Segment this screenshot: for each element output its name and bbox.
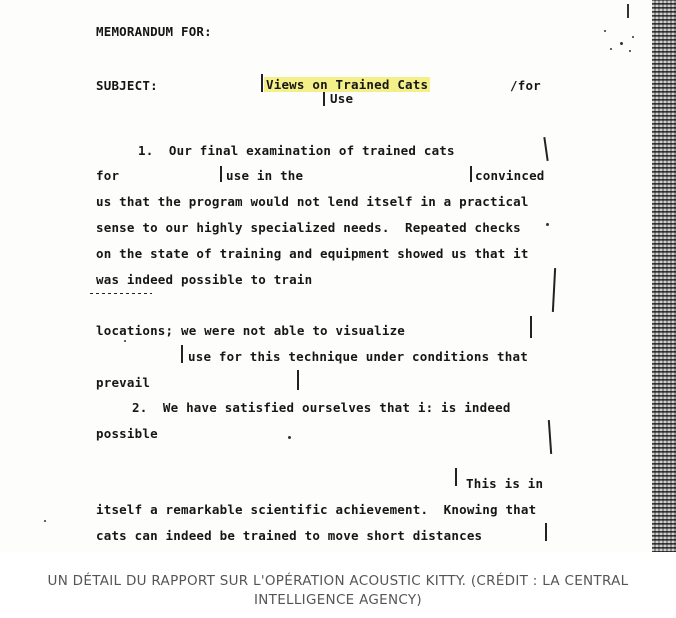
subject-suffix: /for	[510, 78, 541, 93]
paragraph-line: on the state of training and equipment showed us that it	[96, 246, 529, 261]
paragraph-line: itself a remarkable scientific achievement. Knowing that	[96, 502, 537, 517]
ink-dot	[288, 436, 291, 439]
redaction-bar	[455, 468, 457, 486]
paragraph-line: prevail	[96, 375, 151, 390]
redaction-bar	[545, 523, 547, 541]
paragraph-line: possible	[96, 426, 158, 441]
paragraph-line: use in the	[226, 168, 304, 183]
paragraph-line: locations; we were not able to visualize	[96, 323, 406, 338]
subject-title-highlight: Views on Trained Cats	[266, 77, 429, 92]
redaction-bar	[261, 74, 263, 92]
scan-speck	[629, 50, 631, 52]
scan-speck	[604, 30, 606, 32]
paragraph-line: for	[96, 168, 120, 183]
memo-for-label: MEMORANDUM FOR:	[96, 24, 212, 39]
paragraph-line: This is in	[466, 476, 544, 491]
scan-edge-noise	[652, 0, 676, 552]
paragraph-line: use for this technique under conditions that	[188, 349, 528, 364]
redaction-bar	[543, 137, 548, 161]
redaction-bar	[470, 166, 472, 182]
redaction-bar	[530, 316, 532, 338]
subject-use: Use	[330, 91, 354, 106]
paragraph-line: us that the program would not lend itself in a practical	[96, 194, 529, 209]
scan-speck	[44, 520, 46, 522]
paragraph-line: was indeed possible to train	[96, 272, 313, 287]
scan-speck	[124, 340, 126, 342]
paragraph-line: 1. Our final examination of trained cats	[138, 143, 455, 158]
redaction-bar	[181, 345, 183, 363]
paragraph-line: cats can indeed be trained to move short distances	[96, 528, 483, 543]
paragraph-line: sense to our highly specialized needs. Repeated checks	[96, 220, 521, 235]
paragraph-line: convinced	[475, 168, 545, 183]
paragraph-line: 2. We have satisfied ourselves that i: is indeed	[132, 400, 511, 415]
image-caption: UN DÉTAIL DU RAPPORT SUR L'OPÉRATION ACOUSTIC KITTY. (CRÉDIT : LA CENTRAL INTELLIGENCE AGENCY)	[47, 573, 629, 608]
scan-speck	[610, 48, 612, 50]
scan-speck	[627, 4, 629, 18]
scan-speck	[632, 36, 634, 38]
redaction-bar	[548, 420, 552, 454]
redaction-bar	[323, 92, 325, 106]
dashed-underline	[90, 293, 152, 294]
redaction-bar	[297, 370, 299, 390]
subject-title	[264, 77, 430, 92]
redaction-bar	[220, 166, 222, 182]
subject-label: SUBJECT:	[96, 78, 158, 93]
ink-dot	[546, 223, 549, 226]
scan-speck	[620, 42, 623, 45]
redaction-bar	[552, 268, 556, 312]
